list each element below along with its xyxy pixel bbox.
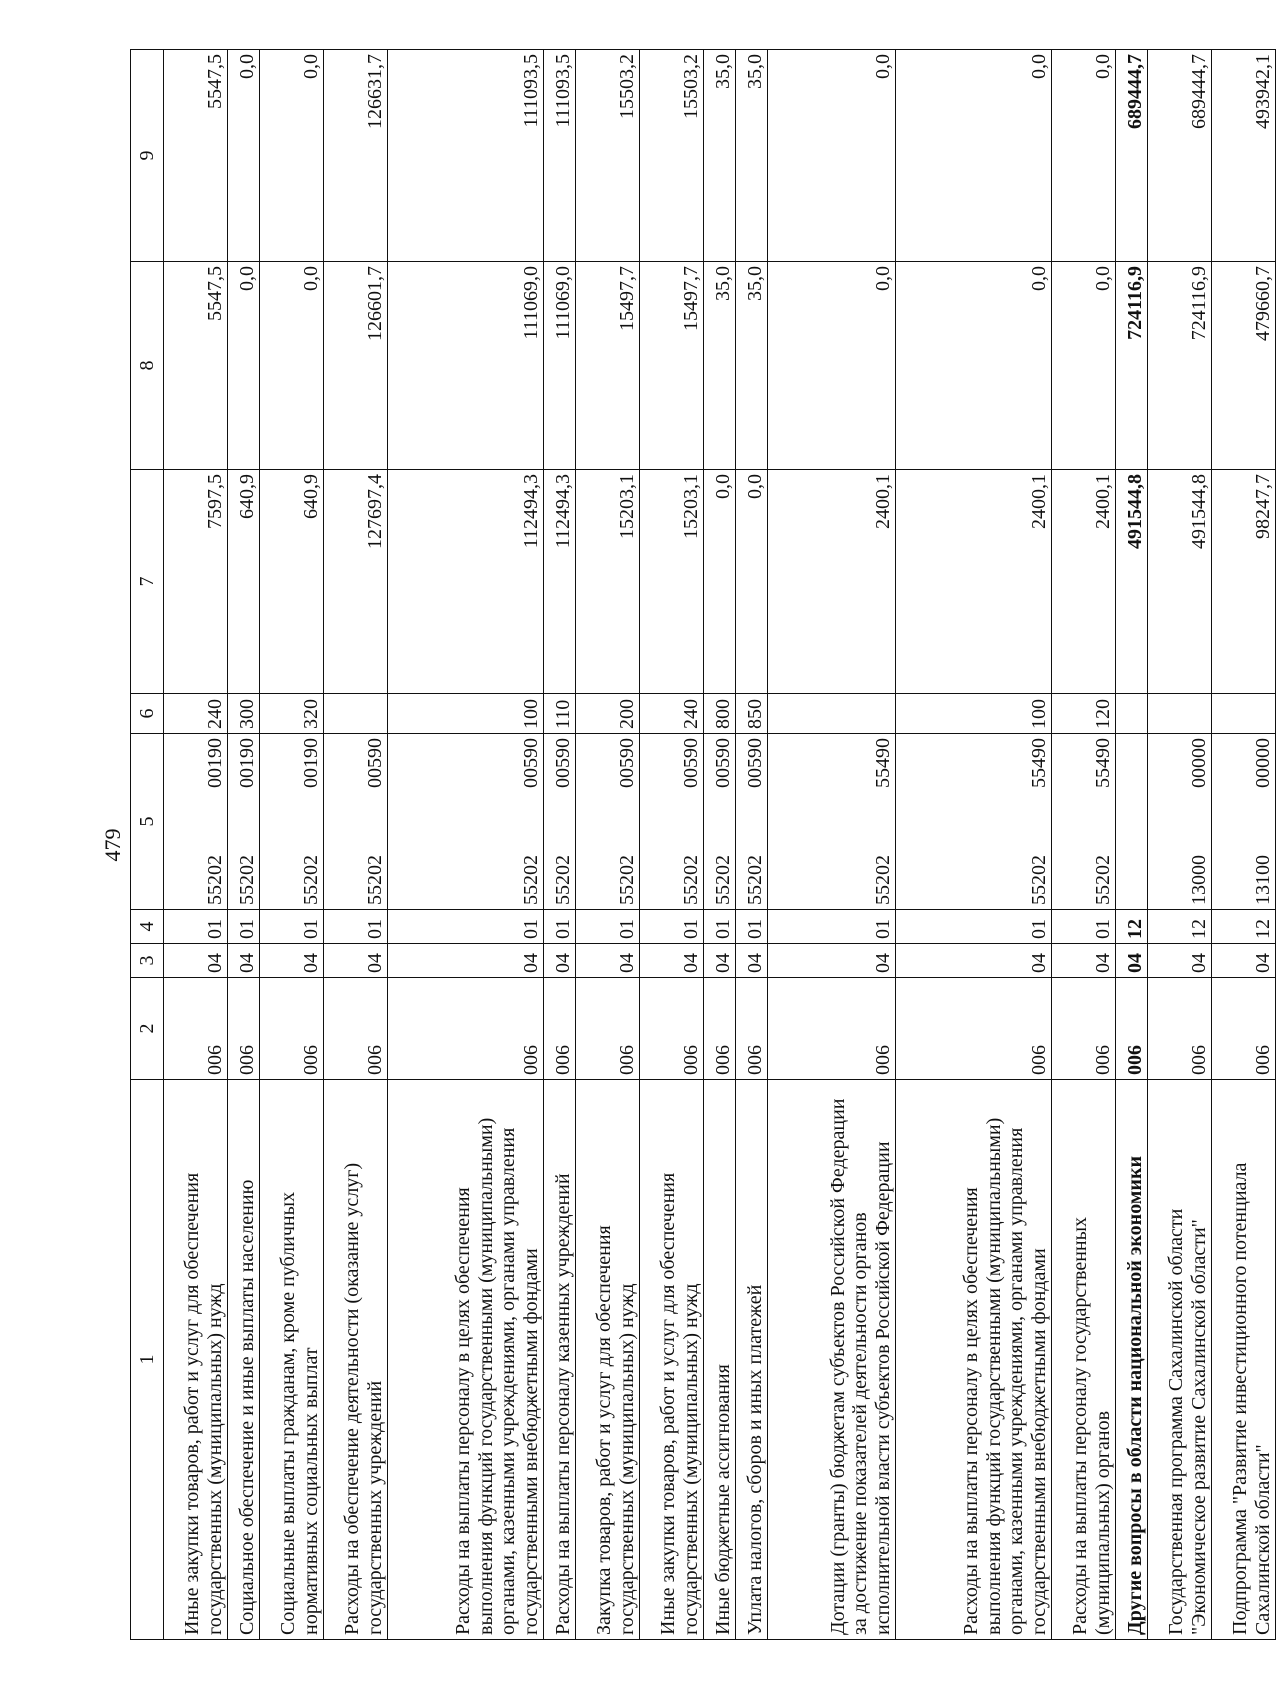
row-name: Расходы на выплаты персоналу в целях обеспечения выполнения функций государственными (муниципальными) органами, казенными учреждениями, органами управления государственными внебюджетными фондами xyxy=(388,1080,544,1640)
code-program: 55202 xyxy=(1091,855,1114,905)
column-header-9: 9 xyxy=(131,50,164,262)
row-name: Расходы на обеспечение деятельности (оказание услуг) государственных учреждений xyxy=(324,1080,388,1640)
code-ministry: 006 xyxy=(896,978,1052,1080)
code-program: 55202 xyxy=(711,855,734,905)
code-ministry: 006 xyxy=(388,978,544,1080)
code-section: 04 xyxy=(260,944,324,978)
code-expense-type xyxy=(324,694,388,734)
table-row xyxy=(388,50,544,1640)
code-target-article xyxy=(704,734,736,910)
code-expense-type: 200 xyxy=(576,694,640,734)
code-target-article xyxy=(228,734,260,910)
row-name: Социальное обеспечение и иные выплаты населению xyxy=(228,1080,260,1640)
code-section: 04 xyxy=(1148,944,1212,978)
row-name: Расходы на выплаты персоналу казенных учреждений xyxy=(544,1080,576,1640)
code-direction: 00590 xyxy=(711,738,734,788)
row-name: Дотации (гранты) бюджетам субъектов Российской Федерации за достижение показателей деятельности органов исполнительной власти субъектов Российской Федерации xyxy=(768,1080,896,1640)
code-expense-type: 100 xyxy=(388,694,544,734)
code-subsection: 01 xyxy=(1052,910,1116,944)
code-subsection: 01 xyxy=(576,910,640,944)
code-subsection: 01 xyxy=(736,910,768,944)
code-subsection: 01 xyxy=(260,910,324,944)
amount-year-2: 111069,0 xyxy=(544,262,576,470)
amount-year-1: 2400,1 xyxy=(768,470,896,694)
code-ministry: 006 xyxy=(544,978,576,1080)
code-expense-type: 120 xyxy=(1052,694,1116,734)
code-direction: 00190 xyxy=(299,738,322,788)
amount-year-2: 0,0 xyxy=(896,262,1052,470)
row-name: Иные бюджетные ассигнования xyxy=(704,1080,736,1640)
code-program: 13100 xyxy=(1251,855,1274,905)
code-subsection: 01 xyxy=(640,910,704,944)
amount-year-1: 15203,1 xyxy=(576,470,640,694)
amount-year-3: 111093,5 xyxy=(544,50,576,262)
row-name: Государственная программа Сахалинской области "Экономическое развитие Сахалинской области" xyxy=(1148,1080,1212,1640)
code-section: 04 xyxy=(544,944,576,978)
code-expense-type: 100 xyxy=(896,694,1052,734)
code-section: 04 xyxy=(640,944,704,978)
code-subsection: 12 xyxy=(1148,910,1212,944)
page-number: 479 xyxy=(100,828,125,862)
code-direction: 00590 xyxy=(519,738,542,788)
code-target-article xyxy=(1116,734,1148,910)
amount-year-3: 689444,7 xyxy=(1116,50,1148,262)
code-direction: 00590 xyxy=(551,738,574,788)
row-name: Расходы на выплаты персоналу в целях обеспечения выполнения функций государственными (муниципальными) органами, казенными учреждениями, органами управления государственными внебюджетными фондами xyxy=(896,1080,1052,1640)
code-expense-type xyxy=(1148,694,1212,734)
amount-year-3: 35,0 xyxy=(704,50,736,262)
code-subsection: 01 xyxy=(544,910,576,944)
code-direction: 55490 xyxy=(1091,738,1114,788)
amount-year-1: 491544,8 xyxy=(1148,470,1212,694)
code-direction: 00000 xyxy=(1251,738,1274,788)
amount-year-3: 15503,2 xyxy=(576,50,640,262)
table-row xyxy=(704,50,736,1640)
code-ministry: 006 xyxy=(324,978,388,1080)
code-target-article xyxy=(324,734,388,910)
amount-year-3: 0,0 xyxy=(260,50,324,262)
amount-year-1: 7597,5 xyxy=(164,470,228,694)
column-header-4: 4 xyxy=(131,910,164,944)
code-target-article xyxy=(1212,734,1276,910)
code-ministry: 006 xyxy=(768,978,896,1080)
code-subsection: 01 xyxy=(388,910,544,944)
code-ministry: 006 xyxy=(1212,978,1276,1080)
code-program: 55202 xyxy=(363,855,386,905)
budget-table xyxy=(130,49,1276,1640)
code-target-article xyxy=(388,734,544,910)
amount-year-3: 35,0 xyxy=(736,50,768,262)
code-target-article xyxy=(1148,734,1212,910)
column-header-1: 1 xyxy=(131,1080,164,1640)
amount-year-1: 640,9 xyxy=(228,470,260,694)
amount-year-3: 0,0 xyxy=(1052,50,1116,262)
code-section: 04 xyxy=(768,944,896,978)
code-subsection: 12 xyxy=(1212,910,1276,944)
table-row xyxy=(640,50,704,1640)
amount-year-2: 5547,5 xyxy=(164,262,228,470)
column-header-7: 7 xyxy=(131,470,164,694)
table-row xyxy=(736,50,768,1640)
amount-year-3: 493942,1 xyxy=(1212,50,1276,262)
code-section: 04 xyxy=(324,944,388,978)
code-expense-type: 110 xyxy=(544,694,576,734)
code-direction: 00590 xyxy=(679,738,702,788)
code-ministry: 006 xyxy=(736,978,768,1080)
code-ministry: 006 xyxy=(260,978,324,1080)
amount-year-2: 111069,0 xyxy=(388,262,544,470)
code-ministry: 006 xyxy=(704,978,736,1080)
amount-year-3: 689444,7 xyxy=(1148,50,1212,262)
code-subsection: 01 xyxy=(164,910,228,944)
amount-year-3: 15503,2 xyxy=(640,50,704,262)
amount-year-2: 15497,7 xyxy=(640,262,704,470)
code-direction: 55490 xyxy=(871,738,894,788)
code-program: 55202 xyxy=(743,855,766,905)
code-section: 04 xyxy=(896,944,1052,978)
code-ministry: 006 xyxy=(1052,978,1116,1080)
code-direction: 00000 xyxy=(1187,738,1210,788)
row-name: Подпрограмма "Развитие инвестиционного потенциала Сахалинской области" xyxy=(1212,1080,1276,1640)
code-program: 55202 xyxy=(299,855,322,905)
amount-year-1: 112494,3 xyxy=(388,470,544,694)
code-expense-type: 320 xyxy=(260,694,324,734)
table-row xyxy=(228,50,260,1640)
code-expense-type xyxy=(1212,694,1276,734)
rotated-page xyxy=(100,50,1274,1640)
code-section: 04 xyxy=(388,944,544,978)
column-header-2: 2 xyxy=(131,978,164,1080)
row-name: Расходы на выплаты персоналу государственных (муниципальных) органов xyxy=(1052,1080,1116,1640)
amount-year-2: 0,0 xyxy=(228,262,260,470)
table-row xyxy=(544,50,576,1640)
amount-year-3: 111093,5 xyxy=(388,50,544,262)
amount-year-1: 2400,1 xyxy=(896,470,1052,694)
code-subsection: 01 xyxy=(768,910,896,944)
code-direction: 00590 xyxy=(615,738,638,788)
amount-year-2: 35,0 xyxy=(704,262,736,470)
code-program: 55202 xyxy=(203,855,226,905)
code-target-article xyxy=(736,734,768,910)
code-subsection: 01 xyxy=(324,910,388,944)
row-name: Иные закупки товаров, работ и услуг для обеспечения государственных (муниципальных) нужд xyxy=(164,1080,228,1640)
code-target-article xyxy=(544,734,576,910)
table-row xyxy=(576,50,640,1640)
code-section: 04 xyxy=(164,944,228,978)
table-row xyxy=(260,50,324,1640)
code-section: 04 xyxy=(576,944,640,978)
amount-year-3: 126631,7 xyxy=(324,50,388,262)
table-row xyxy=(1052,50,1116,1640)
code-ministry: 006 xyxy=(1148,978,1212,1080)
amount-year-3: 0,0 xyxy=(228,50,260,262)
amount-year-1: 98247,7 xyxy=(1212,470,1276,694)
code-ministry: 006 xyxy=(1116,978,1148,1080)
amount-year-3: 0,0 xyxy=(768,50,896,262)
code-program: 55202 xyxy=(871,855,894,905)
code-program: 55202 xyxy=(679,855,702,905)
amount-year-1: 0,0 xyxy=(736,470,768,694)
amount-year-2: 0,0 xyxy=(1052,262,1116,470)
amount-year-3: 5547,5 xyxy=(164,50,228,262)
code-target-article xyxy=(576,734,640,910)
amount-year-2: 724116,9 xyxy=(1148,262,1212,470)
amount-year-1: 2400,1 xyxy=(1052,470,1116,694)
column-header-3: 3 xyxy=(131,944,164,978)
code-ministry: 006 xyxy=(576,978,640,1080)
code-program: 55202 xyxy=(551,855,574,905)
amount-year-1: 112494,3 xyxy=(544,470,576,694)
code-target-article xyxy=(164,734,228,910)
code-expense-type: 240 xyxy=(640,694,704,734)
code-direction: 00190 xyxy=(235,738,258,788)
table-row xyxy=(1116,50,1148,1640)
code-program: 55202 xyxy=(615,855,638,905)
code-ministry: 006 xyxy=(228,978,260,1080)
code-direction: 00190 xyxy=(203,738,226,788)
code-program: 13000 xyxy=(1187,855,1210,905)
amount-year-2: 0,0 xyxy=(768,262,896,470)
code-expense-type xyxy=(1116,694,1148,734)
table-row xyxy=(768,50,896,1640)
code-expense-type: 850 xyxy=(736,694,768,734)
code-program: 55202 xyxy=(519,855,542,905)
code-target-article xyxy=(260,734,324,910)
table-row xyxy=(164,50,228,1640)
amount-year-2: 35,0 xyxy=(736,262,768,470)
code-ministry: 006 xyxy=(164,978,228,1080)
row-name: Другие вопросы в области национальной экономики xyxy=(1116,1080,1148,1640)
code-program: 55202 xyxy=(1027,855,1050,905)
column-header-5: 5 xyxy=(131,734,164,910)
code-section: 04 xyxy=(704,944,736,978)
row-name: Закупка товаров, работ и услуг для обеспечения государственных (муниципальных) нужд xyxy=(576,1080,640,1640)
amount-year-3: 0,0 xyxy=(896,50,1052,262)
code-expense-type: 300 xyxy=(228,694,260,734)
row-name: Уплата налогов, сборов и иных платежей xyxy=(736,1080,768,1640)
code-section: 04 xyxy=(1052,944,1116,978)
table-row xyxy=(324,50,388,1640)
row-name: Иные закупки товаров, работ и услуг для обеспечения государственных (муниципальных) нужд xyxy=(640,1080,704,1640)
code-direction: 00590 xyxy=(743,738,766,788)
amount-year-1: 491544,8 xyxy=(1116,470,1148,694)
code-section: 04 xyxy=(228,944,260,978)
row-name: Социальные выплаты гражданам, кроме публичных нормативных социальных выплат xyxy=(260,1080,324,1640)
amount-year-2: 724116,9 xyxy=(1116,262,1148,470)
code-section: 04 xyxy=(1212,944,1276,978)
amount-year-1: 127697,4 xyxy=(324,470,388,694)
column-header-8: 8 xyxy=(131,262,164,470)
table-row xyxy=(896,50,1052,1640)
code-direction: 55490 xyxy=(1027,738,1050,788)
amount-year-2: 126601,7 xyxy=(324,262,388,470)
code-expense-type xyxy=(768,694,896,734)
column-header-6: 6 xyxy=(131,694,164,734)
amount-year-1: 0,0 xyxy=(704,470,736,694)
amount-year-2: 0,0 xyxy=(260,262,324,470)
table-row xyxy=(1148,50,1212,1640)
code-expense-type: 800 xyxy=(704,694,736,734)
table-row xyxy=(1212,50,1276,1640)
table-body xyxy=(164,50,1276,1640)
amount-year-2: 479660,7 xyxy=(1212,262,1276,470)
amount-year-2: 15497,7 xyxy=(576,262,640,470)
code-target-article xyxy=(1052,734,1116,910)
code-target-article xyxy=(640,734,704,910)
code-section: 04 xyxy=(736,944,768,978)
code-target-article xyxy=(896,734,1052,910)
header-row xyxy=(131,50,164,1640)
code-subsection: 12 xyxy=(1116,910,1148,944)
code-section: 04 xyxy=(1116,944,1148,978)
code-direction: 00590 xyxy=(363,738,386,788)
amount-year-1: 15203,1 xyxy=(640,470,704,694)
code-program: 55202 xyxy=(235,855,258,905)
amount-year-1: 640,9 xyxy=(260,470,324,694)
code-subsection: 01 xyxy=(704,910,736,944)
code-ministry: 006 xyxy=(640,978,704,1080)
code-subsection: 01 xyxy=(896,910,1052,944)
code-expense-type: 240 xyxy=(164,694,228,734)
code-target-article xyxy=(768,734,896,910)
code-subsection: 01 xyxy=(228,910,260,944)
